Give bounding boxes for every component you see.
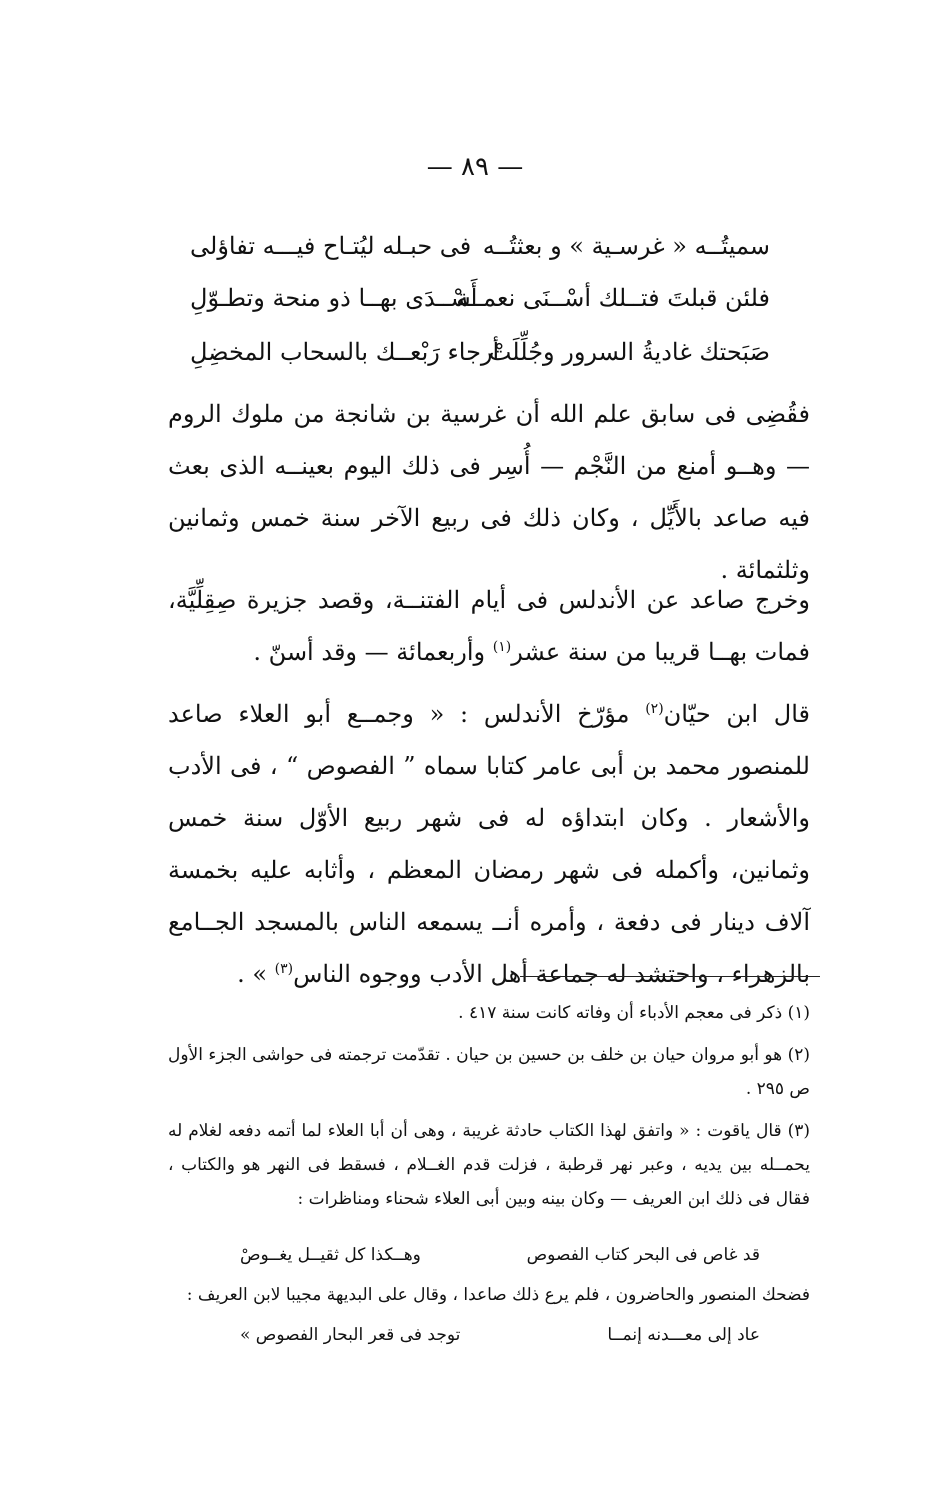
poem-verse-2 xyxy=(190,276,770,320)
verse-1-second-hemistich: فى حبـله ليُتـاح فيـــه تفاؤلى xyxy=(190,232,472,260)
footnote-verse-2-first: عاد إلى معـــدنه إنمــا xyxy=(607,1325,760,1345)
footnote-verse-2-second: توجد فى قعر البحار الفصوص » xyxy=(240,1325,461,1345)
verse-3-first-hemistich: صَبَحتك غاديةُ السرور وجُلِّلَتْ xyxy=(488,338,770,366)
footnote-3-verse-2 xyxy=(200,1318,760,1352)
verse-1-first-hemistich: سميتُــه « غرسـية » و بعثتُــه xyxy=(482,232,770,260)
footnote-ref-1: (١) xyxy=(492,639,512,655)
poem-verse-1 xyxy=(190,224,770,268)
footnote-3-intro: (٣) قال ياقوت : « واتفق لهذا الكتاب حادثة غريبة ، وهى أن أبا العلاء لما أتمه دفعه لغلام له يحمــله بين يديه ، وعبر نهر قرطبة ، فزلت قدم الغــلام ، فسقط فى النهر هو والكتاب ، فقال فى ذلك ابن العريف — وكان بينه وبين أبى العلاء شحناء ومناظرات : xyxy=(168,1121,810,1209)
verse-3-second-hemistich: أرجاء رَبْعــك بالسحاب المخضِلِ xyxy=(190,338,500,366)
footnote-3-verse-1 xyxy=(200,1238,760,1272)
footnote-2: (٢) هو أبو مروان حيان بن خلف بن حسين بن حيان . تقدّمت ترجمته فى حواشى الجزء الأول ص ٢٩٥ . xyxy=(168,1045,810,1099)
verse-2-second-hemistich: أَسْــدَى بهــا ذو منحة وتطـوّلِ xyxy=(190,284,478,312)
paragraph-3-text-c: » . xyxy=(237,960,275,988)
footnote-3-continuation: فضحك المنصور والحاضرون ، فلم يرع ذلك صاعدا ، وقال على البديهة مجيبا لابن العريف : xyxy=(186,1285,810,1305)
footnote-1: (١) ذكر فى معجم الأدباء أن وفاته كانت سنة ٤١٧ . xyxy=(458,1003,810,1023)
paragraph-3 xyxy=(168,688,810,1000)
footnote-divider xyxy=(520,976,820,977)
footnote-ref-3: (٣) xyxy=(274,961,294,977)
poem-verse-3 xyxy=(190,330,770,374)
verse-2-first-hemistich: فلئن قبلتَ فتــلك أسْــنَى نعمــة xyxy=(456,284,770,312)
paragraph-2 xyxy=(168,574,810,678)
footnote-verse-1-second: وهــكذا كل ثقيــل يغــوصْ xyxy=(240,1245,421,1265)
paragraph-2-text-b: وأربعمائة — وقد أسنّ . xyxy=(253,638,493,666)
paragraph-3-text-a: قال ابن حيّان xyxy=(663,700,810,728)
paragraph-2-text-a: وخرج صاعد عن الأندلس فى أيام الفتنــة، وقصد جزيرة صِقِلِّيَّة، فمات بهــا قريبا من سنة عشر xyxy=(168,586,810,666)
paragraph-1: فقُضِى فى سابق علم الله أن غرسية بن شانجة من ملوك الروم — وهــو أمنع من النَّجْم — أُسِر فى ذلك اليوم بعينــه الذى بعث فيه صاعد بالأَيِّل ، وكان ذلك فى ربيع الآخر سنة خمس وثمانين وثلثمائة . xyxy=(168,400,810,584)
page-number: — ٨٩ — xyxy=(426,152,524,182)
paragraph-3-text-b: مؤرّخ الأندلس : « وجمــع أبو العلاء صاعد للمنصور محمد بن أبى عامر كتابا سماه ” الفصوص “ ، فى الأدب والأشعار . وكان ابتداؤه له فى شهر ربيع الأوّل سنة خمس وثمانين، وأكمله فى شهر رمضان المعظم ، وأثابه عليه بخمسة آلاف دينار فى دفعة ، وأمره أنــ يسمعه الناس بالمسجد الجــامع بالزهراء ، واحتشد له جماعة أهل الأدب ووجوه الناس xyxy=(168,700,810,988)
footnote-verse-1-first: قد غاص فى البحر كتاب الفصوص xyxy=(526,1245,760,1265)
footnote-ref-2: (٢) xyxy=(645,701,664,717)
